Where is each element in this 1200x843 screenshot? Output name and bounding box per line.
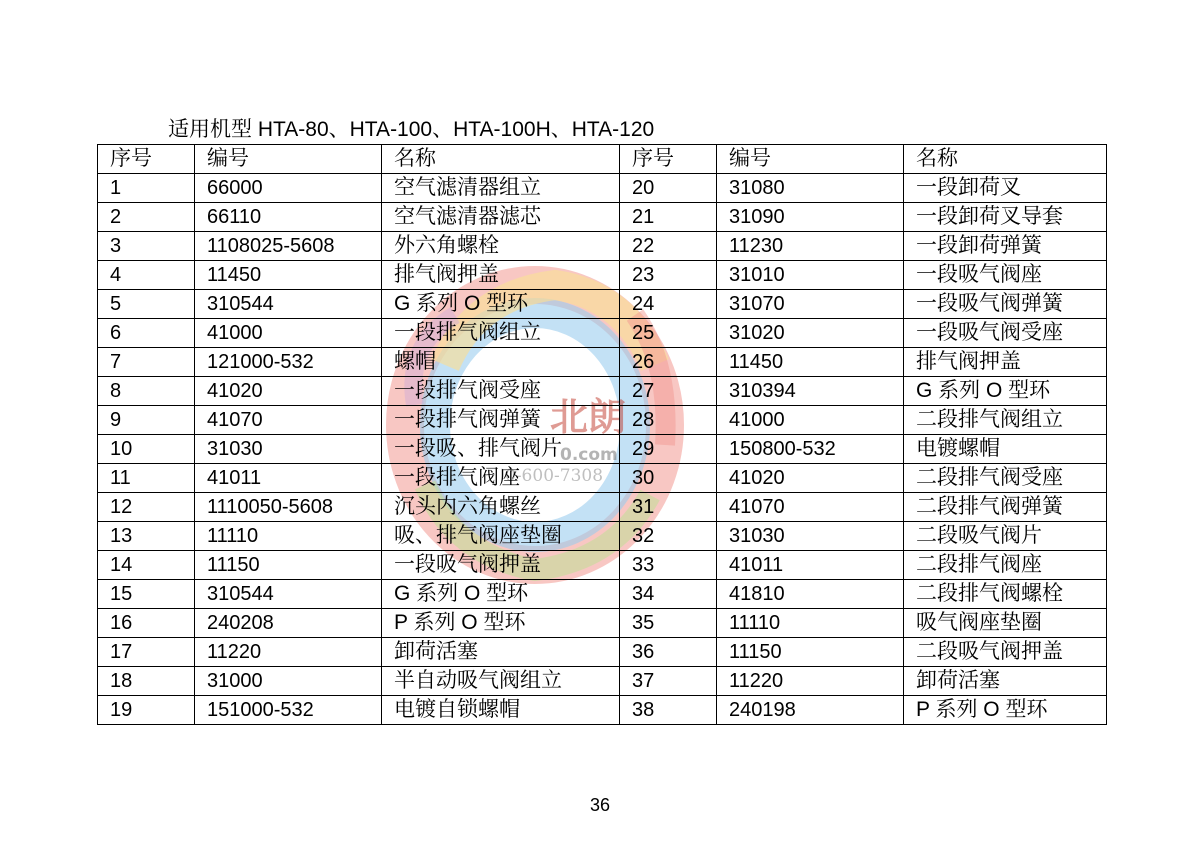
cell-index-left: 16 (98, 609, 195, 638)
cell-code-right: 11450 (717, 348, 904, 377)
cell-name-left: 一段吸、排气阀片 (382, 435, 620, 464)
cell-name-right: 卸荷活塞 (904, 667, 1107, 696)
cell-code-right: 31090 (717, 203, 904, 232)
cell-code-right: 41070 (717, 493, 904, 522)
cell-index-right: 34 (620, 580, 717, 609)
cell-name-right: 二段排气阀座 (904, 551, 1107, 580)
cell-code-right: 150800-532 (717, 435, 904, 464)
cell-index-right: 30 (620, 464, 717, 493)
cell-index-left: 7 (98, 348, 195, 377)
cell-name-right: 二段吸气阀片 (904, 522, 1107, 551)
cell-code-left: 31030 (195, 435, 382, 464)
cell-code-right: 41020 (717, 464, 904, 493)
cell-code-left: 310544 (195, 290, 382, 319)
cell-index-left: 13 (98, 522, 195, 551)
cell-code-right: 11230 (717, 232, 904, 261)
cell-name-right: 二段排气阀螺栓 (904, 580, 1107, 609)
cell-index-left: 11 (98, 464, 195, 493)
cell-code-right: 41011 (717, 551, 904, 580)
table-row (98, 232, 1107, 261)
cell-index-left: 17 (98, 638, 195, 667)
cell-index-right: 31 (620, 493, 717, 522)
cell-code-left: 151000-532 (195, 696, 382, 725)
cell-code-left: 11220 (195, 638, 382, 667)
cell-name-right: 一段卸荷弹簧 (904, 232, 1107, 261)
cell-name-left: 一段排气阀受座 (382, 377, 620, 406)
cell-index-right: 27 (620, 377, 717, 406)
table-row (98, 696, 1107, 725)
page-number: 36 (589, 795, 611, 815)
cell-index-left: 3 (98, 232, 195, 261)
watermark-phone: 0-600-7308 (505, 466, 604, 486)
cell-index-left: 14 (98, 551, 195, 580)
cell-name-right: 电镀螺帽 (904, 435, 1107, 464)
cell-index-left: 9 (98, 406, 195, 435)
cell-code-right: 11110 (717, 609, 904, 638)
cell-index-left: 10 (98, 435, 195, 464)
cell-name-left: 外六角螺栓 (382, 232, 620, 261)
cell-index-left: 2 (98, 203, 195, 232)
cell-name-right: 二段排气阀弹簧 (904, 493, 1107, 522)
cell-name-left: 一段吸气阀押盖 (382, 551, 620, 580)
cell-index-right: 20 (620, 174, 717, 203)
cell-code-right: 31070 (717, 290, 904, 319)
cell-name-left: 排气阀押盖 (382, 261, 620, 290)
cell-code-left: 66110 (195, 203, 382, 232)
cell-code-left: 11450 (195, 261, 382, 290)
cell-index-right: 37 (620, 667, 717, 696)
cell-index-left: 12 (98, 493, 195, 522)
cell-name-left: 一段排气阀弹簧 (382, 406, 620, 435)
cell-name-right: 一段卸荷叉导套 (904, 203, 1107, 232)
header-cell-name-left: 名称 (382, 145, 620, 174)
cell-name-left: P 系列 O 型环 (382, 609, 620, 638)
cell-code-left: 121000-532 (195, 348, 382, 377)
cell-index-right: 35 (620, 609, 717, 638)
cell-code-left: 1110050-5608 (195, 493, 382, 522)
cell-index-right: 23 (620, 261, 717, 290)
table-row (98, 174, 1107, 203)
cell-index-left: 1 (98, 174, 195, 203)
cell-name-right: 二段吸气阀押盖 (904, 638, 1107, 667)
cell-index-left: 15 (98, 580, 195, 609)
table-row (98, 435, 1107, 464)
cell-code-left: 240208 (195, 609, 382, 638)
table-row (98, 522, 1107, 551)
cell-name-left: 螺帽 (382, 348, 620, 377)
cell-name-right: 一段卸荷叉 (904, 174, 1107, 203)
cell-code-right: 31030 (717, 522, 904, 551)
cell-code-right: 41000 (717, 406, 904, 435)
cell-name-right: 一段吸气阀弹簧 (904, 290, 1107, 319)
cell-name-left: G 系列 O 型环 (382, 580, 620, 609)
cell-code-right: 240198 (717, 696, 904, 725)
cell-name-left: 一段排气阀座 (382, 464, 620, 493)
cell-index-right: 29 (620, 435, 717, 464)
cell-code-left: 41011 (195, 464, 382, 493)
cell-name-right: 一段吸气阀座 (904, 261, 1107, 290)
cell-name-right: P 系列 O 型环 (904, 696, 1107, 725)
cell-index-right: 33 (620, 551, 717, 580)
cell-index-left: 6 (98, 319, 195, 348)
cell-name-right: 二段排气阀受座 (904, 464, 1107, 493)
cell-index-right: 32 (620, 522, 717, 551)
cell-code-right: 31020 (717, 319, 904, 348)
cell-index-right: 28 (620, 406, 717, 435)
cell-name-left: 电镀自锁螺帽 (382, 696, 620, 725)
cell-index-left: 5 (98, 290, 195, 319)
cell-index-right: 25 (620, 319, 717, 348)
cell-code-left: 310544 (195, 580, 382, 609)
cell-code-left: 66000 (195, 174, 382, 203)
cell-code-right: 31010 (717, 261, 904, 290)
cell-code-left: 41070 (195, 406, 382, 435)
header-cell-name-right: 名称 (904, 145, 1107, 174)
cell-name-left: 一段排气阀组立 (382, 319, 620, 348)
table-row (98, 667, 1107, 696)
cell-code-right: 11150 (717, 638, 904, 667)
header-cell-code-right: 编号 (717, 145, 904, 174)
table-row (98, 464, 1107, 493)
cell-code-left: 11110 (195, 522, 382, 551)
cell-index-right: 36 (620, 638, 717, 667)
table-row (98, 203, 1107, 232)
watermark-url: 0.com (560, 445, 618, 465)
header-cell-code-left: 编号 (195, 145, 382, 174)
cell-name-right: G 系列 O 型环 (904, 377, 1107, 406)
table-row (98, 493, 1107, 522)
cell-code-right: 310394 (717, 377, 904, 406)
table-row (98, 348, 1107, 377)
header-cell-index-left: 序号 (98, 145, 195, 174)
cell-index-left: 8 (98, 377, 195, 406)
cell-name-right: 吸气阀座垫圈 (904, 609, 1107, 638)
cell-code-left: 1108025-5608 (195, 232, 382, 261)
table-row (98, 377, 1107, 406)
table-row (98, 638, 1107, 667)
table-row (98, 551, 1107, 580)
cell-code-right: 41810 (717, 580, 904, 609)
table-row (98, 609, 1107, 638)
cell-index-right: 38 (620, 696, 717, 725)
header-cell-index-right: 序号 (620, 145, 717, 174)
cell-index-right: 21 (620, 203, 717, 232)
cell-code-left: 41000 (195, 319, 382, 348)
cell-name-right: 排气阀押盖 (904, 348, 1107, 377)
cell-code-right: 31080 (717, 174, 904, 203)
cell-index-left: 19 (98, 696, 195, 725)
watermark-brand: 北朗 (550, 394, 627, 439)
cell-name-left: 半自动吸气阀组立 (382, 667, 620, 696)
table-row (98, 261, 1107, 290)
cell-name-right: 一段吸气阀受座 (904, 319, 1107, 348)
cell-name-right: 二段排气阀组立 (904, 406, 1107, 435)
table-row (98, 290, 1107, 319)
cell-name-left: 空气滤清器组立 (382, 174, 620, 203)
table-row (98, 406, 1107, 435)
cell-code-left: 41020 (195, 377, 382, 406)
cell-name-left: 卸荷活塞 (382, 638, 620, 667)
cell-index-right: 24 (620, 290, 717, 319)
table-row (98, 319, 1107, 348)
cell-name-left: G 系列 O 型环 (382, 290, 620, 319)
cell-code-left: 31000 (195, 667, 382, 696)
cell-name-left: 吸、排气阀座垫圈 (382, 522, 620, 551)
document-title: 适用机型 HTA-80、HTA-100、HTA-100H、HTA-120 (168, 118, 655, 141)
cell-code-left: 11150 (195, 551, 382, 580)
cell-index-right: 22 (620, 232, 717, 261)
cell-index-left: 4 (98, 261, 195, 290)
cell-index-left: 18 (98, 667, 195, 696)
parts-table (97, 144, 1107, 725)
cell-index-right: 26 (620, 348, 717, 377)
table-header-row (98, 145, 1107, 174)
table-row (98, 580, 1107, 609)
cell-name-left: 沉头内六角螺丝 (382, 493, 620, 522)
cell-code-right: 11220 (717, 667, 904, 696)
cell-name-left: 空气滤清器滤芯 (382, 203, 620, 232)
